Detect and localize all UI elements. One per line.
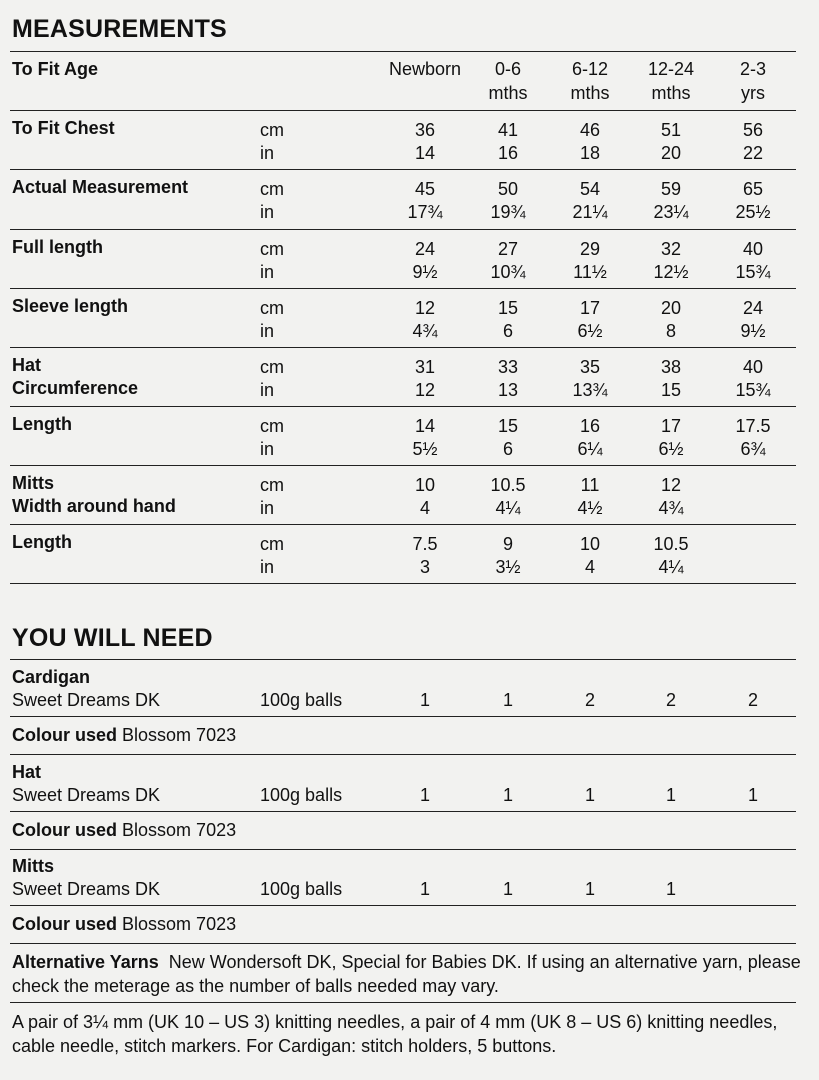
divider (10, 524, 796, 525)
colour-used-label: Colour used (12, 820, 118, 840)
unit-cm: cm (260, 239, 284, 259)
age-column-header: Newborn (388, 59, 462, 79)
value-in: 4¾ (412, 321, 438, 341)
divider (10, 1002, 796, 1003)
unit-in: in (260, 557, 275, 577)
measurement-label: Mitts (12, 473, 54, 493)
value-cm: 50 (497, 179, 519, 199)
divider (10, 754, 796, 755)
value-cm: 46 (579, 120, 601, 140)
value-in: 4 (584, 557, 595, 577)
value-cm: 16 (579, 416, 601, 436)
age-column-header-sub: mths (488, 83, 528, 103)
value-in: 25½ (735, 202, 771, 222)
value-cm: 36 (414, 120, 436, 140)
ball-quantity: 1 (419, 690, 430, 710)
ball-quantity: 1 (665, 879, 676, 899)
value-cm: 15 (497, 416, 519, 436)
divider (10, 406, 796, 407)
divider (10, 229, 796, 230)
ball-quantity: 1 (502, 690, 513, 710)
age-column-header-sub: mths (651, 83, 691, 103)
value-in: 6½ (658, 439, 684, 459)
measurement-label: Sleeve length (12, 296, 129, 316)
value-in: 15 (660, 380, 682, 400)
alternative-yarns-text: New Wondersoft DK, Special for Babies DK. If using an alternative yarn, please check the meterage as the number of balls needed may vary. (12, 952, 801, 996)
measurement-label: Length (12, 532, 72, 552)
value-cm: 32 (660, 239, 682, 259)
value-in: 20 (660, 143, 682, 163)
unit-cm: cm (260, 357, 284, 377)
measurement-label: Actual Measurement (12, 177, 189, 197)
value-in: 23¼ (653, 202, 689, 222)
colour-value: Blossom 7023 (122, 725, 237, 745)
yarn-unit: 100g balls (260, 690, 343, 710)
divider (10, 51, 796, 52)
value-in: 11½ (573, 262, 607, 282)
value-in: 3½ (495, 557, 521, 577)
value-cm: 45 (414, 179, 436, 199)
unit-in: in (260, 321, 275, 341)
value-cm: 7.5 (412, 534, 438, 554)
unit-in: in (260, 262, 275, 282)
value-in: 9½ (740, 321, 766, 341)
measurement-label: To Fit Chest (12, 118, 115, 138)
value-cm: 10 (579, 534, 601, 554)
value-in: 14 (414, 143, 436, 163)
yarn-name: Sweet Dreams DK (12, 785, 161, 805)
value-cm: 9 (502, 534, 513, 554)
age-column-header: 2-3 (739, 59, 766, 79)
value-cm: 56 (742, 120, 764, 140)
unit-cm: cm (260, 475, 284, 495)
value-in: 4¼ (495, 498, 521, 518)
value-cm: 12 (414, 298, 436, 318)
divider (10, 288, 796, 289)
value-cm: 14 (414, 416, 436, 436)
value-in: 5½ (412, 439, 438, 459)
unit-cm: cm (260, 120, 284, 140)
value-in: 9½ (412, 262, 438, 282)
value-cm: 38 (660, 357, 682, 377)
value-in: 12½ (653, 262, 689, 282)
value-in: 21¼ (572, 202, 608, 222)
value-cm: 10.5 (653, 534, 689, 554)
value-cm: 65 (742, 179, 764, 199)
value-cm: 41 (497, 120, 519, 140)
yarn-name: Sweet Dreams DK (12, 690, 161, 710)
value-in: 13¾ (572, 380, 608, 400)
divider (10, 811, 796, 812)
value-cm: 20 (660, 298, 682, 318)
age-column-header: 6-12 (571, 59, 609, 79)
value-cm: 35 (579, 357, 601, 377)
value-in: 12 (414, 380, 436, 400)
divider (10, 169, 796, 170)
measurements-title: MEASUREMENTS (12, 15, 227, 43)
unit-in: in (260, 202, 275, 222)
divider (10, 943, 796, 944)
yarn-unit: 100g balls (260, 879, 343, 899)
value-cm: 15 (497, 298, 519, 318)
value-cm: 17.5 (735, 416, 771, 436)
unit-in: in (260, 380, 275, 400)
ball-quantity: 1 (502, 785, 513, 805)
ball-quantity: 1 (665, 785, 676, 805)
value-in: 4¾ (658, 498, 684, 518)
value-in: 3 (419, 557, 430, 577)
divider (10, 905, 796, 906)
value-cm: 40 (742, 357, 764, 377)
value-in: 10¾ (490, 262, 526, 282)
ball-quantity: 1 (419, 785, 430, 805)
yarn-name: Sweet Dreams DK (12, 879, 161, 899)
unit-cm: cm (260, 179, 284, 199)
ball-quantity: 1 (584, 785, 595, 805)
colour-value: Blossom 7023 (122, 914, 237, 934)
needles-note: A pair of 3¼ mm (UK 10 – US 3) knitting needles, a pair of 4 mm (UK 8 – US 6) knitting needles, cable needle, stitch markers. For Cardigan: stitch holders, 5 buttons. (12, 1012, 778, 1056)
value-cm: 27 (497, 239, 519, 259)
unit-in: in (260, 498, 275, 518)
value-cm: 40 (742, 239, 764, 259)
value-cm: 24 (742, 298, 764, 318)
value-cm: 24 (414, 239, 436, 259)
unit-in: in (260, 143, 275, 163)
value-cm: 29 (579, 239, 601, 259)
colour-used (12, 724, 236, 747)
ball-quantity: 1 (747, 785, 758, 805)
unit-cm: cm (260, 298, 284, 318)
value-in: 6¾ (740, 439, 766, 459)
age-column-header: 0-6 (494, 59, 521, 79)
value-in: 15¾ (735, 380, 771, 400)
value-in: 4 (419, 498, 430, 518)
garment-name: Mitts (12, 856, 54, 876)
value-cm: 12 (660, 475, 682, 495)
age-column-header-sub: yrs (741, 83, 765, 103)
age-column-header-sub: mths (570, 83, 610, 103)
value-in: 16 (497, 143, 519, 163)
ball-quantity: 1 (419, 879, 430, 899)
value-cm: 51 (660, 120, 682, 140)
colour-used-label: Colour used (12, 914, 118, 934)
value-cm: 10 (414, 475, 436, 495)
colour-value: Blossom 7023 (122, 820, 237, 840)
value-in: 8 (665, 321, 676, 341)
divider (10, 347, 796, 348)
divider (10, 465, 796, 466)
value-in: 13 (497, 380, 519, 400)
you-will-need-title: YOU WILL NEED (12, 624, 213, 652)
measurement-label: Hat (12, 355, 42, 375)
measurement-label-sub: Circumference (12, 378, 139, 398)
colour-used-label: Colour used (12, 725, 118, 745)
measurement-label-sub: Width around hand (12, 496, 176, 516)
value-in: 15¾ (735, 262, 771, 282)
value-cm: 33 (497, 357, 519, 377)
value-cm: 59 (660, 179, 682, 199)
value-in: 19¾ (490, 202, 526, 222)
value-in: 6 (502, 439, 513, 459)
garment-name: Hat (12, 762, 42, 782)
age-column-header: 12-24 (647, 59, 695, 79)
yarn-unit: 100g balls (260, 785, 343, 805)
value-cm: 10.5 (490, 475, 526, 495)
value-cm: 17 (579, 298, 601, 318)
age-label: To Fit Age (12, 59, 98, 79)
value-cm: 54 (579, 179, 601, 199)
divider (10, 583, 796, 584)
value-in: 4¼ (658, 557, 684, 577)
measurement-label: Length (12, 414, 72, 434)
value-cm: 31 (414, 357, 436, 377)
ball-quantity: 2 (665, 690, 676, 710)
divider (10, 849, 796, 850)
divider (10, 716, 796, 717)
unit-cm: cm (260, 534, 284, 554)
value-in: 6¼ (577, 439, 603, 459)
value-in: 22 (742, 143, 764, 163)
value-cm: 17 (660, 416, 682, 436)
value-in: 17¾ (407, 202, 443, 222)
colour-used (12, 819, 236, 842)
value-cm: 11 (580, 475, 600, 495)
alternative-yarns-label: Alternative Yarns (12, 952, 159, 972)
ball-quantity: 1 (502, 879, 513, 899)
unit-cm: cm (260, 416, 284, 436)
ball-quantity: 1 (584, 879, 595, 899)
measurement-label: Full length (12, 237, 103, 257)
unit-in: in (260, 439, 275, 459)
divider (10, 659, 796, 660)
colour-used (12, 913, 236, 936)
value-in: 6 (502, 321, 513, 341)
garment-name: Cardigan (12, 667, 91, 687)
value-in: 4½ (577, 498, 603, 518)
value-in: 18 (579, 143, 601, 163)
ball-quantity: 2 (584, 690, 595, 710)
value-in: 6½ (577, 321, 603, 341)
alternative-yarns-note (12, 950, 802, 998)
divider (10, 110, 796, 111)
ball-quantity: 2 (747, 690, 758, 710)
